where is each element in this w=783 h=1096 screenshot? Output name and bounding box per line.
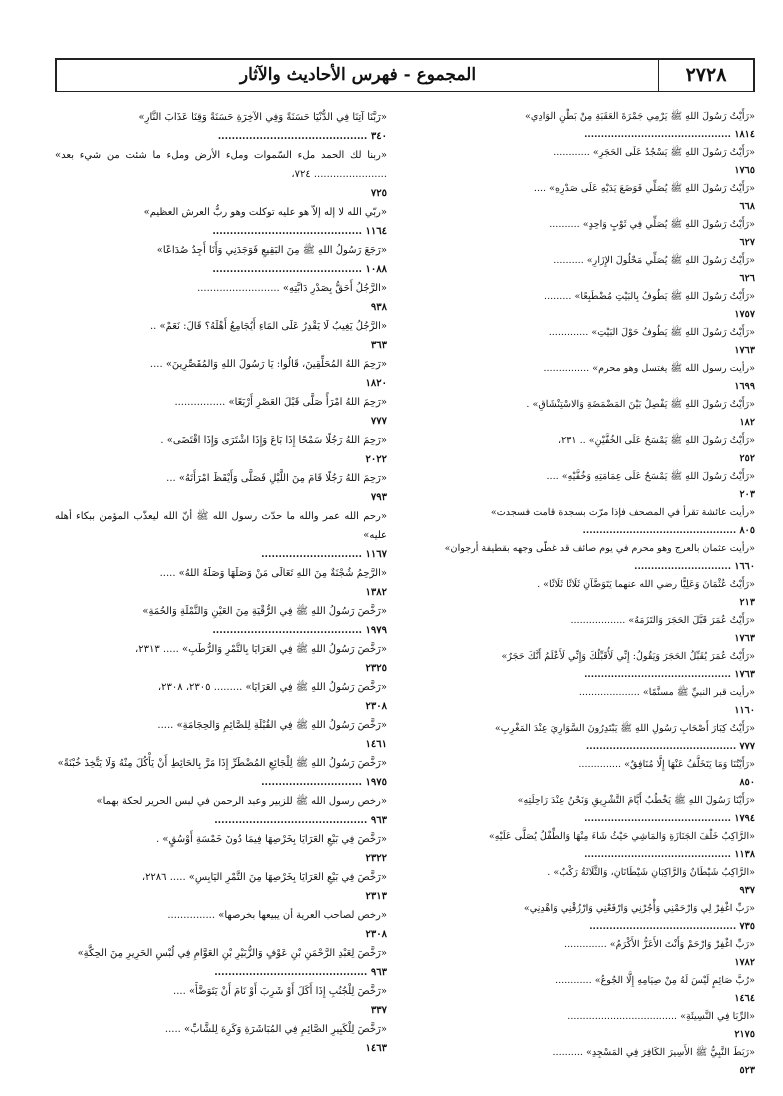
- page-reference: ٨٥٠: [739, 777, 755, 788]
- page-reference: ٨٠٥ ..............................................: [582, 525, 755, 536]
- hadith-text: «رَخَّصَ رَسُولُ اللهِ ﷺ فِي العَرَايَا» ......... ٢٣٠٥، ٢٣٠٨،: [157, 682, 387, 693]
- page-reference: ٦٦٨: [739, 201, 755, 212]
- page-reference: ٢٣٢٢: [365, 853, 387, 864]
- page-reference: ٢١٣: [739, 597, 755, 608]
- hadith-text: «رَحِمَ اللهُ رَجُلًا سَمْحًا إِذَا بَاعَ وَإِذَا اشْتَرَى وَإِذَا اقْتَضَى» .: [160, 435, 387, 446]
- index-entry: [423, 684, 755, 720]
- hadith-text: «الرَّحِمُ شُجْنَةٌ مِنَ اللهِ تَعَالَى مَنْ وَصَلَهَا وَصَلَهُ اللهُ» .....: [159, 568, 387, 579]
- hadith-text: «رَحِمَ اللهُ المُحَلِّقِينَ، قَالُوا: يَا رَسُولَ اللهِ وَالمُقَصِّرِينَ» ....: [149, 359, 387, 370]
- hadith-text: «رَحِمَ اللهُ امْرَأً صَلَّى قَبْلَ العَصْرِ أَرْبَعًا» ................: [174, 397, 387, 408]
- index-entry: [423, 360, 755, 396]
- hadith-text: «رَأَيْتُ عُثْمَانَ وَعَلِيًّا رضي الله عنهما يَتَوَضَّآنِ ثَلَاثًا ثَلَاثًا» .: [537, 579, 755, 590]
- hadith-text: «رَأَيْتُ عُمَرَ قَبَّلَ الحَجَرَ وَالتَزَمَهُ» ..................: [570, 615, 755, 626]
- index-entry: [55, 355, 387, 393]
- hadith-text: «رَأَيْتُنَا وَمَا يَتَخَلَّفُ عَنْهَا إِلَّا مُنَافِقٌ» ..............: [578, 759, 755, 770]
- index-entry: [423, 252, 755, 288]
- hadith-text: «رَجَعَ رَسُولُ اللهِ ﷺ مِنَ البَقِيعِ فَوَجَدَنِي وَأَنَا أَجِدُ صُدَاعًا»: [156, 245, 387, 256]
- hadith-text: «رُبَّ صَائِمٍ لَيْسَ لَهُ مِنْ صِيَامِهِ إِلَّا الجُوعُ» ............: [555, 975, 755, 986]
- index-column-right: [423, 108, 755, 1080]
- page-reference: ٧٩٣: [370, 492, 387, 503]
- hadith-text: «رَخَّصَ رَسُولُ اللهِ ﷺ فِي العَرَايَا بِالتَّمْرِ وَالرُّطَبِ» ..... ٢٣١٣،: [135, 644, 387, 655]
- index-entry: [55, 241, 387, 279]
- hadith-text: «رَأَيْتُ رَسُولَ اللهِ ﷺ يَرْمِي جَمْرَةَ العَقَبَةِ مِنْ بَطْنِ الوَادِي»: [525, 111, 755, 122]
- page-reference: ٣٣٧: [370, 1005, 387, 1016]
- page-reference: ٦٢٧: [739, 237, 755, 248]
- index-entry: [55, 830, 387, 868]
- hadith-text: «رَأَيْتُ رَسُولَ اللهِ ﷺ يَطُوفُ بِالبَيْتِ مُضْطَبِعًا» .........: [544, 291, 755, 302]
- page-reference: ١٨٢٠: [365, 378, 387, 389]
- hadith-text: «رَخَّصَ لِلْكَبِيرِ الصَّائِمِ فِي المُبَاشَرَةِ وَكَرِهَ لِلشَّابِّ» .....: [164, 1024, 387, 1035]
- page-reference: ١١٣٨ ............................................: [584, 849, 755, 860]
- page-reference: ١٦٦٠ .............................: [634, 561, 755, 572]
- index-entry: [423, 1044, 755, 1080]
- hadith-text: «رَأَيْتُ رَسُولَ اللهِ ﷺ يَطُوفُ حَوْلَ البَيْتِ» .............: [548, 327, 755, 338]
- index-entry: [423, 792, 755, 828]
- index-column-left: [55, 108, 387, 1058]
- hadith-text: «الرَّاكِبُ خَلْفَ الجَنَازَةِ وَالمَاشِي حَيْثُ شَاءَ مِنْهَا وَالطِّفْلُ يُصَلَّى عَلَيْهِ»: [488, 831, 755, 842]
- hadith-text: «رَأَيْتُ رَسُولَ اللهِ ﷺ يَمْسَحُ عَلَى الخُفَّيْنِ» .. ٢٣١،: [558, 435, 755, 446]
- hadith-text: «رخص رسول الله ﷺ للزبير وعبد الرحمن في لبس الحرير لحكة بهما»: [96, 796, 387, 807]
- hadith-text: «الرَّجُلُ يَغِيبُ لَا يَقْدِرُ عَلَى المَاءِ أَيُجَامِعُ أَهْلَهُ؟ قَالَ: نَعَمْ» ..: [149, 321, 387, 332]
- page-reference: ١٦٩٩: [734, 381, 755, 392]
- index-entry: [423, 324, 755, 360]
- page-reference: ٣٤٠ ...........................................: [217, 131, 387, 142]
- hadith-text: «الرَّجُلُ أَحَقُّ بِصَدْرِ دَابَّتِهِ» ..........................: [197, 283, 387, 294]
- page-reference: ٢٣٢٥: [365, 663, 387, 674]
- index-entry: [423, 828, 755, 864]
- hadith-text: «الرِّبَا فِي النَّسِيئَةِ» ....................................: [567, 1011, 755, 1022]
- index-entry: [423, 216, 755, 252]
- page-title: المجموع - فهرس الأحاديث والآثار: [239, 65, 477, 85]
- index-entry: [423, 288, 755, 324]
- index-entry: [55, 944, 387, 982]
- index-entry: [423, 540, 755, 576]
- page-reference: ١٩٧٩ ...........................................: [212, 625, 387, 636]
- index-entry: [55, 754, 387, 792]
- page-reference: ٢١٧٥: [734, 1029, 755, 1040]
- index-entry: [55, 868, 387, 906]
- index-entry: [423, 972, 755, 1008]
- page-reference: ١٧٦٣: [734, 633, 755, 644]
- hadith-text: «رأيت رسول الله ﷺ يغتسل وهو محرم» ...............: [543, 363, 755, 374]
- hadith-text: «ربّي الله لا إله إلاّ هو عليه توكلت وهو ربُّ العرش العظيم»: [143, 207, 387, 218]
- hadith-text: «رَخَّصَ رَسُولُ اللهِ ﷺ فِي الرُّقْيَةِ مِنَ العَيْنِ وَالنَّمْلَةِ وَالحُمَةِ»: [142, 606, 387, 617]
- index-entry: [55, 279, 387, 317]
- index-entry: [55, 393, 387, 431]
- page-reference: ١٤٦٤: [734, 993, 755, 1004]
- page-reference: ١٩٧٥ .............................: [261, 777, 387, 788]
- index-entry: [55, 716, 387, 754]
- index-entry: [55, 431, 387, 469]
- hadith-text: «رَخَّصَ لِلْجُنُبِ إِذَا أَكَلَ أَوْ شَرِبَ أَوْ نَامَ أَنْ يَتَوَضَّأَ» ....: [173, 986, 387, 997]
- page-reference: ٢٠٣: [739, 489, 755, 500]
- index-entry: [55, 1020, 387, 1058]
- page-reference: ٢٣١٣: [365, 891, 387, 902]
- page-reference: ١٧٦٣ ............................................: [584, 669, 755, 680]
- hadith-text: «رَحِمَ اللهُ رَجُلًا قَامَ مِنَ اللَّيْلِ فَصَلَّى وَأَيْقَظَ امْرَأَتَهُ» ...: [166, 473, 387, 484]
- page-reference: ٢٣٠٨: [365, 701, 387, 712]
- index-entry: [423, 720, 755, 756]
- index-entry: [423, 396, 755, 432]
- index-entry: [423, 468, 755, 504]
- page-reference: ١٨١٤ ............................................: [584, 129, 755, 140]
- page-reference: ٩٣٨: [370, 302, 387, 313]
- page-reference: ١٤٦١: [365, 739, 387, 750]
- page-reference: ١٤٦٣: [365, 1043, 387, 1054]
- index-entry: [423, 648, 755, 684]
- hadith-text: «رَأَيْتُ رَسُولَ اللهِ ﷺ يَمْسَحُ عَلَى عِمَامَتِهِ وَخُفَّيْهِ» ....: [546, 471, 755, 482]
- hadith-text: «رَأَيْتُ عُمَرَ يُقَبِّلُ الحَجَرَ وَيَقُولُ: إِنِّي لَأُقَبِّلُكَ وَإِنِّي لَأَعْلَمُ أَنَّكَ حَجَرٌ»: [501, 651, 755, 662]
- hadith-text: «رَأَيْتُ رَسُولَ اللهِ ﷺ يَسْجُدُ عَلَى الحَجَرِ» ............: [553, 147, 755, 158]
- hadith-text: «رَأَيْتُ رَسُولَ اللهِ ﷺ يُصَلِّي فَوَضَعَ يَدَيْهِ عَلَى صَدْرِهِ» ....: [533, 183, 755, 194]
- hadith-text: «رَبَّنَا آتِنَا فِي الدُّنْيَا حَسَنَةً وَفِي الآخِرَةِ حَسَنَةً وَقِنَا عَذَابَ النَّارِ»: [138, 112, 387, 123]
- page-reference: ٢٣٠٨: [365, 929, 387, 940]
- page-reference: ٩٣٧: [739, 885, 755, 896]
- index-entry: [55, 317, 387, 355]
- hadith-text: «رَخَّصَ رَسُولُ اللهِ ﷺ لِلْجَائِعِ المُضْطَرِّ إِذَا مَرَّ بِالحَائِطِ أَنْ يَأْكُلَ مِنْهُ وَلَا يَتَّخِذَ خُبْنَةً»: [57, 758, 387, 769]
- hadith-text: «رَخَّصَ رَسُولُ اللهِ ﷺ فِي القُبْلَةِ لِلصَّائِمِ وَالحِجَامَةِ» .....: [157, 720, 387, 731]
- index-entry: [55, 602, 387, 640]
- hadith-text: «رخص لصاحب العرية أن يبيعها بخرصها» ...............: [167, 910, 387, 921]
- page-reference: ١١٦٠: [734, 705, 755, 716]
- page-reference: ١٣٨٢: [365, 587, 387, 598]
- page-reference: ٧٢٥: [370, 188, 387, 199]
- page-reference: ١٠٨٨ ...........................................: [212, 264, 387, 275]
- page-reference: ١١٦٤ ...........................................: [212, 226, 387, 237]
- page-reference: ١٧٥٧: [734, 309, 755, 320]
- index-entry: [423, 936, 755, 972]
- page-reference: ٦٢٦: [739, 273, 755, 284]
- page-reference: ٥٢٣: [739, 1065, 755, 1076]
- hadith-text: «رَأَيْتُ كِبَارَ أَصْحَابِ رَسُولِ اللهِ ﷺ يَبْتَدِرُونَ السَّوَارِيَ عِنْدَ المَغْرِبِ»: [494, 723, 755, 734]
- hadith-text: «رأيت عثمان بالعرج وهو محرم في يوم صائف قد غطّى وجهه بقطيفة أرجوان»: [444, 543, 755, 554]
- index-entry: [55, 146, 387, 203]
- index-entry: [423, 756, 755, 792]
- index-entry: [55, 678, 387, 716]
- index-entry: [423, 900, 755, 936]
- hadith-text: «الرَّاكِبُ شَيْطَانٌ وَالرَّاكِبَانِ شَيْطَانَانِ، وَالثَّلَاثَةُ رَكْبٌ» .: [547, 867, 755, 878]
- page-reference: ١٨٢: [739, 417, 755, 428]
- index-entry: [55, 640, 387, 678]
- index-entry: [423, 108, 755, 144]
- index-entry: [55, 469, 387, 507]
- page-reference: ٢٠٢٢: [365, 454, 387, 465]
- page-reference: ٩٦٣ ............................................: [214, 815, 387, 826]
- page-reference: ٧٣٥ ............................................: [589, 921, 755, 932]
- index-entry: [55, 203, 387, 241]
- hadith-text: «رَأَيْتُ رَسُولَ اللهِ ﷺ يُصَلِّي مَحْلُولَ الإِزَارِ» ..........: [553, 255, 755, 266]
- hadith-text: «رَبِّ اغْفِرْ وَارْحَمْ وَأَنْتَ الأَعَزُّ الأَكْرَمُ» ..............: [564, 939, 755, 950]
- index-entry: [423, 612, 755, 648]
- hadith-text: «رَخَّصَ فِي بَيْعِ العَرَايَا بِخَرْصِهَا مِنَ التَّمْرِ اليَابِسِ» ..... ٢٢٨٦،: [141, 872, 387, 883]
- document-page: [55, 58, 755, 1088]
- page-reference: ٧٧٧: [370, 416, 387, 427]
- hadith-text: «ربنا لك الحمد ملء السّموات وملء الأرض وملء ما شئت من شيء بعد» ....................... ٧٢٤،: [55, 150, 387, 180]
- page-reference: ١٧٩٤ ............................................: [584, 813, 755, 824]
- page-reference: ١٧٨٢: [734, 957, 755, 968]
- hadith-text: «رَأَيْتُ رَسُولَ اللهِ ﷺ يَفْصِلُ بَيْنَ المَضْمَضَةِ وَالاسْتِنْشَاقِ» .: [526, 399, 755, 410]
- index-entry: [423, 180, 755, 216]
- page-number: ٢٧٢٨: [658, 60, 753, 91]
- hadith-text: «رَخَّصَ لِعَبْدِ الرَّحْمَنِ بْنِ عَوْفٍ وَالزُّبَيْرِ بْنِ العَوَّامِ فِي لُبْسِ الحَرِيرِ مِنَ الحِكَّةِ»: [77, 948, 387, 959]
- page-reference: ١١٦٧ .............................: [261, 549, 387, 560]
- page-reference: ١٧٦٣: [734, 345, 755, 356]
- hadith-text: «رَبِّ اغْفِرْ لِي وَارْحَمْنِي وَأْجُرْنِي وَارْفَعْنِي وَارْزُقْنِي وَاهْدِنِي»: [523, 903, 755, 914]
- hadith-text: «رَأَيْنَا رَسُولَ اللهِ ﷺ يَخْطُبُ أَيَّامَ التَّشْرِيقِ وَنَحْنُ عِنْدَ رَاحِلَتِهِ»: [517, 795, 755, 806]
- index-entry: [55, 564, 387, 602]
- hadith-text: «رَبَطَ النَّبِيُّ ﷺ الأَسِيرَ الكَافِرَ فِي المَسْجِدِ» ..........: [552, 1047, 755, 1058]
- index-entry: [55, 906, 387, 944]
- index-entry: [55, 982, 387, 1020]
- index-entry: [55, 792, 387, 830]
- page-header: [55, 58, 755, 92]
- page-reference: ١٧٦٥: [734, 165, 755, 176]
- hadith-text: «رأيت قبر النبيِّ ﷺ مسنَّمًا» ....................: [578, 687, 755, 698]
- hadith-text: «رَخَّصَ فِي بَيْعِ العَرَايَا بِخَرْصِهَا فِيمَا دُونَ خَمْسَةِ أَوْسُقٍ» .: [155, 834, 387, 845]
- hadith-text: «رَأَيْتُ رَسُولَ اللهِ ﷺ يُصَلِّي فِي ثَوْبٍ وَاحِدٍ» ..........: [549, 219, 755, 230]
- index-entry: [423, 432, 755, 468]
- page-reference: ٣٦٣: [370, 340, 387, 351]
- index-entry: [55, 507, 387, 564]
- index-entry: [423, 144, 755, 180]
- hadith-text: «رحم الله عمر والله ما حدّث رسول الله ﷺ أنّ الله ليعذّب المؤمن ببكاء أهله عليه»: [55, 511, 387, 541]
- index-entry: [55, 108, 387, 146]
- hadith-text: «رأيت عائشة تقرأ في المصحف فإذا مرّت بسجدة قامت فسجدت»: [490, 507, 755, 518]
- index-entry: [423, 864, 755, 900]
- page-reference: ٩٦٣ ............................................: [214, 967, 387, 978]
- page-reference: ٢٥٢: [739, 453, 755, 464]
- index-entry: [423, 576, 755, 612]
- index-entry: [423, 504, 755, 540]
- page-reference: ٧٧٧ .............................................: [585, 741, 755, 752]
- index-entry: [423, 1008, 755, 1044]
